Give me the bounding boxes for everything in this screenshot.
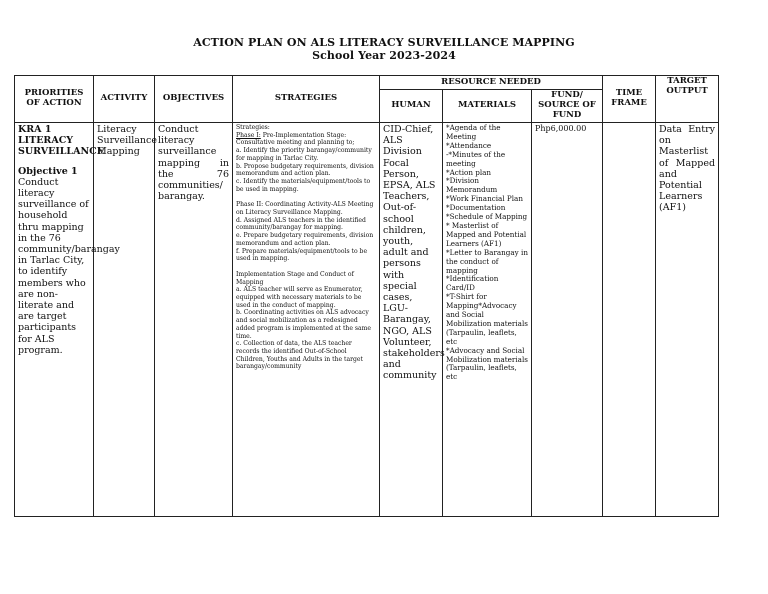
objective-text: Conduct literacy surveillance of household thru mapping in the 76 community/barangay in Tarlac City, to identify members who are non-literate and are target participants for ALS program.: [18, 176, 120, 356]
phase3-item: c. Collection of data, the ALS teacher records the identified Out-of-School Children, Youths and Adults in the target barangay/community: [236, 340, 363, 371]
materials-item: -*Minutes of the meeting: [446, 149, 506, 168]
phase3-heading: Implementation Stage and Conduct of Mapping: [236, 270, 354, 286]
materials-cell: [443, 123, 532, 517]
header-fund: FUND/ SOURCE OF FUND: [532, 90, 603, 123]
phase2-heading: Phase II: Coordinating Activity-ALS Meeting on Literacy Surveillance Mapping.: [236, 201, 374, 217]
header-priorities: PRIORITIES OF ACTION: [15, 76, 94, 123]
phase1-title: Pre-Implementation Stage: Consultative meeting and planning to;: [236, 131, 355, 147]
materials-item: *Documentation: [446, 203, 506, 213]
materials-item: *Action plan: [446, 167, 492, 177]
target-output-cell: Data Entry on Masterlist of Mapped and Potential Learners (AF1): [656, 123, 719, 517]
phase3-item: b. Coordinating activities on ALS advocacy and social mobilization as a redesigned added program is implemented at the same time.: [236, 309, 372, 340]
phase1-item: c. Identify the materials/equipment/tools to be used in mapping.: [236, 177, 371, 193]
phase1-item: b. Propose budgetary requirements, division memorandum and action plan.: [236, 162, 374, 178]
header-objectives: OBJECTIVES: [155, 76, 233, 123]
header-human: HUMAN: [380, 90, 443, 123]
materials-item: *Letter to Barangay in the conduct of mapping: [446, 247, 528, 275]
strategies-cell: [233, 123, 380, 517]
materials-item: *Work Financial Plan: [446, 194, 523, 204]
priorities-cell: [15, 123, 120, 517]
phase1-label: Phase I:: [236, 131, 261, 139]
objective-label: Objective 1: [18, 165, 78, 177]
phase2-item: d. Assigned ALS teachers in the identified community/barangay for mapping.: [236, 216, 366, 232]
materials-item: *Identification Card/ID: [446, 274, 499, 293]
materials-item: *Attendance: [446, 140, 492, 150]
phase1-heading: [236, 132, 376, 147]
document-subtitle: School Year 2023-2024: [312, 49, 456, 62]
action-plan-table: [14, 75, 719, 517]
phase1-item: a. Identify the priority barangay/community for mapping in Tarlac City.: [236, 147, 372, 162]
materials-item: *T-Shirt for Mapping*Advocacy and Social Mobilization materials (Tarpaulin, leaflets, etc: [446, 292, 528, 346]
materials-item: *Division Memorandum: [446, 176, 498, 195]
phase2-item: f. Prepare materials/equipment/tools to be used in mapping.: [236, 247, 368, 263]
human-resources-cell: CID-Chief, ALS Division Focal Person, EPSA, ALS Teachers, Out-of-school children, youth, adult and persons with special cases, LGU-Barangay, NGO, ALS Volunteer, stakeholders and community: [380, 123, 443, 517]
materials-item: *Advocacy and Social Mobilization materials (Tarpaulin, leaflets, etc: [446, 345, 528, 382]
kra-label: KRA 1 LITERACY SURVEILLANCE: [18, 124, 104, 158]
document-title: ACTION PLAN ON ALS LITERACY SURVEILLANCE MAPPING: [193, 36, 575, 49]
header-strategies: STRATEGIES: [233, 76, 380, 123]
phase2-item: e. Prepare budgetary requirements, division memorandum and action plan.: [236, 232, 374, 247]
materials-item: *Agenda of the Meeting: [446, 123, 501, 141]
header-target-output: TARGET OUTPUT: [656, 76, 719, 123]
header-resource-needed: RESOURCE NEEDED: [380, 76, 603, 90]
header-activity: ACTIVITY: [94, 76, 155, 123]
table-row: [15, 123, 719, 517]
strategies-label: Strategies:: [236, 124, 270, 131]
activity-cell: Literacy Surveillance Mapping: [94, 123, 155, 517]
time-frame-cell: [603, 123, 656, 517]
header-materials: MATERIALS: [443, 90, 532, 123]
fund-cell: Php6,000.00: [532, 123, 603, 517]
header-time-frame: TIME FRAME: [603, 76, 656, 123]
materials-item: * Masterlist of Mapped and Potential Learners (AF1): [446, 220, 527, 248]
materials-item: *Schedule of Mapping: [446, 212, 528, 222]
phase3-item: a. ALS teacher will serve as Enumerator, equipped with necessary materials to be used in the conduct of mapping.: [236, 286, 363, 309]
objectives-cell: Conduct literacy surveillance mapping in the 76 communities/ barangay.: [155, 123, 233, 517]
